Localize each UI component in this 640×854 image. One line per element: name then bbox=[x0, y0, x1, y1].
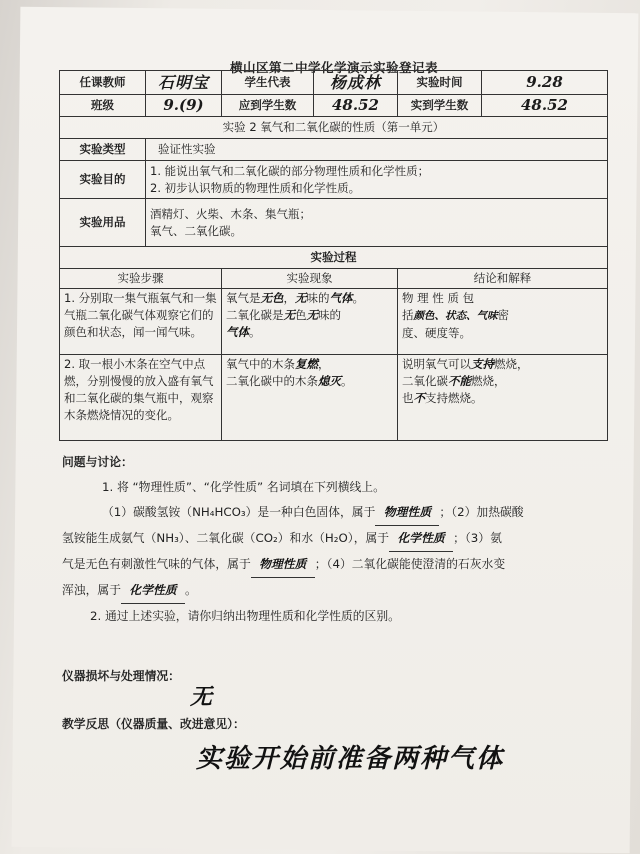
class-label: 班级 bbox=[60, 95, 146, 117]
row2-handwriting: 不 bbox=[413, 391, 425, 405]
row1-step: 1. 分别取一集气瓶氧气和一集气瓶二氧化碳气体观察它们的颜色和状态，闻一闻气味。 bbox=[60, 289, 222, 355]
row1-phen-text: 氧气是 bbox=[226, 291, 261, 305]
type-value: 验证性实验 bbox=[146, 139, 608, 161]
reflection-label: 教学反思（仪器质量、改进意见）： bbox=[62, 717, 245, 731]
row2-handwriting: 熄灭 bbox=[318, 374, 341, 388]
supplies-cell bbox=[146, 199, 608, 247]
process-label: 实验过程 bbox=[60, 247, 608, 269]
form-title: 横山区第二中学化学演示实验登记表 bbox=[230, 60, 439, 75]
row2-handwriting: 不能 bbox=[448, 374, 471, 388]
type-label: 实验类型 bbox=[60, 139, 146, 161]
student-rep-label: 学生代表 bbox=[222, 71, 314, 95]
experiment-title: 实验 2 氧气和二氧化碳的性质（第一单元） bbox=[60, 117, 608, 139]
row1-phen-text: 色 bbox=[295, 308, 307, 322]
row2-phenomena bbox=[222, 355, 398, 441]
purpose-label: 实验目的 bbox=[60, 161, 146, 199]
answer-blank: 化学性质 bbox=[121, 578, 185, 604]
col-phenomena-header: 实验现象 bbox=[222, 269, 398, 289]
student-rep-signature: 杨成林 bbox=[314, 71, 398, 95]
teacher-signature: 石明宝 bbox=[146, 71, 222, 95]
row1-phen-text: 。 bbox=[249, 325, 261, 339]
row1-concl-text: 物 理 性 质 包 bbox=[402, 291, 475, 305]
row2-handwriting: 支持 bbox=[471, 357, 494, 371]
row2-concl-text: 也 bbox=[402, 391, 414, 405]
row2-handwriting: 复燃 bbox=[295, 357, 318, 371]
supplies-label: 实验用品 bbox=[60, 199, 146, 247]
q-text: ；（3）氨 bbox=[453, 531, 502, 545]
col-conclusion-header: 结论和解释 bbox=[398, 269, 608, 289]
row2-concl-text: 说明氧气可以 bbox=[402, 357, 471, 371]
question-1-line-1 bbox=[62, 500, 618, 526]
q-text: 气是无色有刺激性气味的气体，属于 bbox=[62, 557, 251, 571]
q-text: 氢铵能生成氨气（NH₃）、二氧化碳（CO₂）和水（H₂O），属于 bbox=[62, 531, 390, 545]
answer-blank: 化学性质 bbox=[389, 526, 453, 552]
time-value: 9.28 bbox=[482, 71, 608, 95]
col-steps-header: 实验步骤 bbox=[60, 269, 222, 289]
actual-label: 实到学生数 bbox=[398, 95, 482, 117]
row1-phen-text: 。 bbox=[352, 291, 364, 305]
row1-concl-text: 度、硬度等。 bbox=[402, 326, 471, 340]
row1-phen-text: 味的 bbox=[318, 308, 341, 322]
row2-phen-text: 。 bbox=[341, 374, 353, 388]
question-1-line-4 bbox=[62, 578, 618, 604]
row1-phenomena bbox=[222, 289, 398, 355]
expected-value: 48.52 bbox=[314, 95, 398, 117]
row1-phen-text: 二氧化碳是 bbox=[226, 308, 284, 322]
q-text: 浑浊，属于 bbox=[62, 583, 121, 597]
purpose-line-2: 2. 初步认识物质的物理性质和化学性质。 bbox=[150, 180, 361, 195]
questions-section bbox=[62, 450, 618, 629]
answer-blank: 物理性质 bbox=[375, 500, 439, 526]
expected-label: 应到学生数 bbox=[222, 95, 314, 117]
row2-concl-text: 燃烧， bbox=[494, 357, 529, 371]
row2-phen-text: 二氧化碳中的木条 bbox=[226, 374, 318, 388]
row2-concl-text: 燃烧， bbox=[471, 374, 506, 388]
purpose-cell bbox=[146, 161, 608, 199]
supplies-line-1: 酒精灯、火柴、木条、集气瓶； bbox=[150, 206, 311, 221]
row1-handwriting: 无色 bbox=[260, 291, 284, 305]
question-2: 2. 通过上述实验，请你归纳出物理性质和化学性质的区别。 bbox=[90, 609, 400, 623]
reflection-value: 实验开始前准备两种气体 bbox=[196, 744, 505, 774]
q-text: （1）碳酸氢铵（NH₄HCO₃）是一种白色固体，属于 bbox=[102, 505, 376, 519]
row2-concl-text: 支持燃烧。 bbox=[425, 391, 483, 405]
q-text: ；（4）二氧化碳能使澄清的石灰水变 bbox=[314, 557, 506, 571]
row1-handwriting: 无 bbox=[283, 308, 295, 322]
questions-heading: 问题与讨论： bbox=[62, 455, 133, 469]
row1-handwriting: 气体 bbox=[329, 291, 353, 305]
time-label: 实验时间 bbox=[398, 71, 482, 95]
question-1-line-2 bbox=[62, 526, 618, 552]
row1-handwriting: 无 bbox=[295, 291, 307, 305]
teacher-label: 任课教师 bbox=[60, 71, 146, 95]
row2-phen-text: 氧气中的木条 bbox=[226, 357, 295, 371]
supplies-line-2: 氧气、二氧化碳。 bbox=[150, 223, 242, 238]
row1-concl-text: 括 bbox=[402, 308, 414, 322]
row2-concl-text: 二氧化碳 bbox=[402, 374, 448, 388]
row2-conclusion bbox=[398, 355, 608, 441]
row1-concl-text: 密 bbox=[497, 308, 509, 322]
row2-step: 2. 取一根小木条在空气中点燃，分别慢慢的放入盛有氧气和二氧化碳的集气瓶中，观察木条燃烧情况的变化。 bbox=[60, 355, 222, 441]
question-1: 1. 将 “物理性质”、“化学性质” 名词填在下列横线上。 bbox=[102, 480, 385, 494]
damage-label: 仪器损坏与处理情况： bbox=[62, 669, 180, 683]
purpose-line-1: 1. 能说出氧气和二氧化碳的部分物理性质和化学性质； bbox=[150, 163, 430, 178]
answer-blank: 物理性质 bbox=[251, 552, 315, 578]
row1-handwriting: 气体 bbox=[226, 325, 249, 339]
registration-table bbox=[59, 70, 608, 441]
row1-handwriting: 无 bbox=[306, 308, 318, 322]
actual-value: 48.52 bbox=[482, 95, 608, 117]
q-text: ；（2）加热碳酸 bbox=[439, 505, 524, 519]
row1-phen-text: 味的 bbox=[306, 291, 330, 305]
q-text: 。 bbox=[185, 583, 197, 597]
question-1-line-3 bbox=[62, 552, 618, 578]
row1-phen-text: ， bbox=[283, 291, 295, 305]
class-value: 9.(9) bbox=[146, 95, 222, 117]
row1-handwriting: 颜色、状态、气味 bbox=[413, 310, 498, 322]
damage-value: 无 bbox=[190, 684, 213, 710]
row2-phen-text: ， bbox=[318, 357, 330, 371]
row1-conclusion bbox=[398, 289, 608, 355]
